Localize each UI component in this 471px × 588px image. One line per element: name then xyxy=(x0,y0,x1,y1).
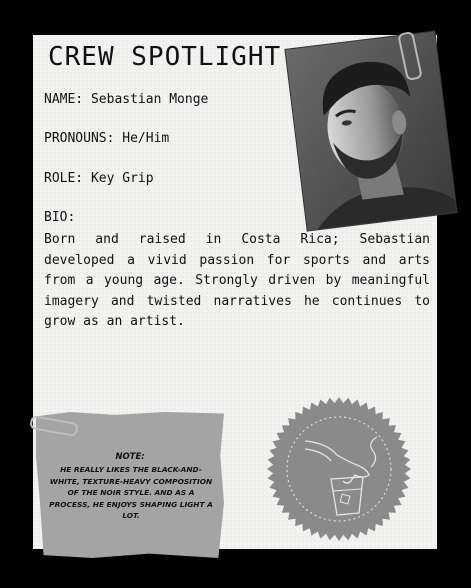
portrait-photo xyxy=(285,32,456,231)
bio-text: Born and raised in Costa Rica; Sebastian developed a vivid passion for sports and arts from a young age. Strongly driven by meaningful imagery and twisted narratives he continues to grow as an artist. xyxy=(44,232,430,329)
note-text: HE REALLY LIKES THE BLACK-AND-WHITE, TEXTURE-HEAVY COMPOSITION OF THE NOIR STYLE. AND AS A PROCESS, HE ENJOYS SHAPING LIGHT A LOT. xyxy=(49,465,213,520)
role-value: Key Grip xyxy=(90,171,154,186)
pronouns-field xyxy=(44,131,169,146)
bio-label: BIO: xyxy=(44,210,76,225)
page-title: CREW SPOTLIGHT xyxy=(48,42,282,72)
hand-holding-glass-seal-icon xyxy=(265,395,413,543)
role-label: ROLE: xyxy=(44,171,84,186)
note-heading: NOTE: xyxy=(115,452,145,462)
pronouns-label: PRONOUNS: xyxy=(44,131,115,146)
pronouns-value: He/Him xyxy=(122,131,170,146)
name-field xyxy=(44,92,208,107)
name-value: Sebastian Monge xyxy=(90,92,209,107)
role-field xyxy=(44,171,154,186)
name-label: NAME: xyxy=(44,92,84,107)
